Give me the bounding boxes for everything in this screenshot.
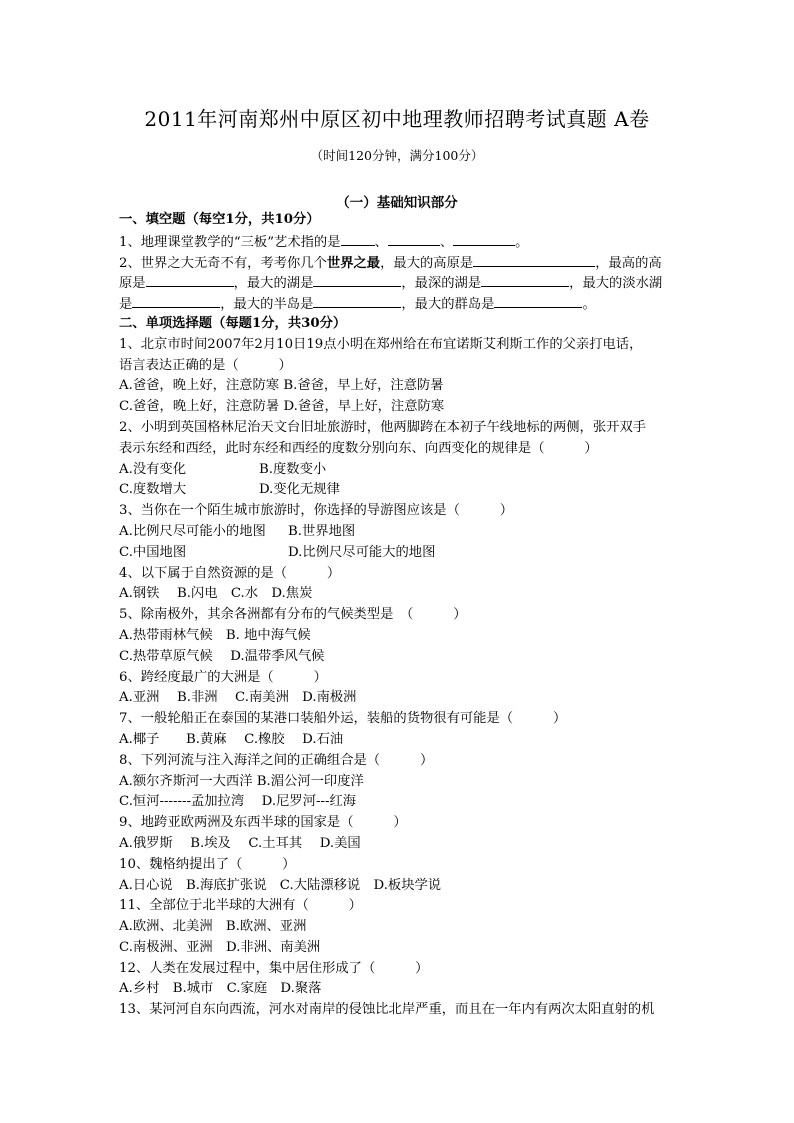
- question-1-fill: [119, 231, 679, 252]
- question-2-fill-line-3: [119, 293, 679, 314]
- question-13-stem: 13、某河河自东向西流，河水对南岸的侵蚀比北岸严重，而且在一年内有两次太阳直射的机: [119, 1002, 655, 1018]
- part2-heading: 二、单项选择题（每题1分，共30分）: [119, 315, 347, 331]
- question-5-stem: 5、除南极外，其余各洲都有分布的气候类型是 （ ）: [119, 607, 467, 623]
- question-2-fill-line-1: [119, 252, 679, 273]
- option-d[interactable]: D.爸爸，早上好，注意防寒: [283, 399, 445, 415]
- question-5-options-cd[interactable]: C.热带草原气候 D.温带季风气候: [119, 648, 325, 664]
- option-b[interactable]: B.爸爸，早上好，注意防暑: [283, 378, 444, 394]
- question-text: ，最深的湖是: [401, 276, 482, 292]
- question-text: ，最高的高: [595, 255, 662, 271]
- option-a[interactable]: A.没有变化: [119, 461, 187, 477]
- option-c[interactable]: C.中国地图: [119, 544, 187, 560]
- option-d[interactable]: D.比例尺尽可能大的地图: [288, 544, 436, 560]
- answer-blank[interactable]: [313, 272, 401, 287]
- separator: 、: [374, 234, 388, 250]
- question-12-options[interactable]: A.乡村 B.城市 C.家庭 D.聚落: [119, 981, 322, 997]
- option-a[interactable]: A.爸爸，晚上好，注意防寒: [119, 378, 280, 394]
- question-text: ，最大的半岛是: [220, 297, 314, 313]
- question-2-options-cd: [119, 480, 679, 501]
- answer-blank[interactable]: [453, 231, 515, 246]
- answer-blank[interactable]: [494, 293, 582, 308]
- question-2-stem: 2、小明到英国格林尼治天文台旧址旅游时，他两脚跨在本初子午线地标的两侧，张开双手: [119, 419, 647, 435]
- option-c[interactable]: C.度数增大: [119, 482, 187, 498]
- question-text: 是: [119, 297, 133, 313]
- question-8-options-cd[interactable]: C.恒河-------孟加拉湾 D.尼罗河---红海: [119, 794, 357, 810]
- question-4-stem: 4、以下属于自然资源的是（ ）: [119, 565, 341, 581]
- question-7-options[interactable]: A.椰子 B.黄麻 C.橡胶 D.石油: [119, 731, 344, 747]
- question-7-stem: 7、一般轮船正在泰国的某港口装船外运，装船的货物很有可能是（ ）: [119, 711, 567, 727]
- emphasis-text: 世界之最: [326, 255, 381, 271]
- separator: 、: [439, 234, 454, 250]
- question-2-options-ab: [119, 460, 679, 481]
- question-2-stem-cont: 表示东经和西经，此时东经和西经的度数分别向东、向西变化的规律是（ ）: [119, 440, 598, 456]
- answer-blank[interactable]: [132, 293, 220, 308]
- question-6-stem: 6、跨经度最广的大洲是（ ）: [119, 669, 327, 685]
- question-text: 1、地理课堂教学的“三板”艺术指的是: [119, 234, 341, 250]
- question-11-options-cd[interactable]: C.南极洲、亚洲 D.非洲、南美洲: [119, 939, 321, 955]
- option-c[interactable]: C.爸爸，晚上好，注意防暑: [119, 399, 280, 415]
- separator: 。: [515, 234, 529, 250]
- question-1-options-ab: [119, 376, 679, 397]
- question-text: ，最大的高原是: [380, 255, 474, 271]
- option-b[interactable]: B.世界地图: [288, 523, 356, 539]
- question-1-stem-cont: 语言表达正确的是（ ）: [119, 357, 292, 373]
- question-text: ，最大的淡水湖: [569, 276, 663, 292]
- question-3-options-cd: [119, 543, 679, 564]
- question-11-options-ab[interactable]: A.欧洲、北美洲 B.欧洲、亚洲: [119, 919, 307, 935]
- question-text: 。: [582, 297, 596, 313]
- question-4-options[interactable]: A.钢铁 B.闪电 C.水 D.焦炭: [119, 586, 313, 602]
- question-3-options-ab: [119, 522, 679, 543]
- part1-heading: 一、填空题（每空1分，共10分）: [119, 212, 320, 227]
- section-title: （一）基础知识部分: [336, 195, 458, 211]
- answer-blank[interactable]: [388, 231, 440, 246]
- question-6-options[interactable]: A.亚洲 B.非洲 C.南美洲 D.南极洲: [119, 690, 357, 706]
- exam-body: [119, 210, 679, 1021]
- question-text: ，最大的湖是: [233, 276, 314, 292]
- answer-blank[interactable]: [146, 272, 234, 287]
- answer-blank[interactable]: [313, 293, 401, 308]
- option-d[interactable]: D.变化无规律: [259, 482, 340, 498]
- exam-duration-note: （时间120分钟，满分100分）: [310, 148, 484, 163]
- answer-blank[interactable]: [473, 252, 595, 267]
- question-5-options-ab[interactable]: A.热带雨林气候 B. 地中海气候: [119, 627, 311, 643]
- question-1-options-cd: [119, 397, 679, 418]
- question-text: ，最大的群岛是: [401, 297, 495, 313]
- question-10-stem: 10、魏格纳提出了（ ）: [119, 856, 296, 872]
- question-12-stem: 12、人类在发展过程中，集中居住形成了（ ）: [119, 960, 429, 976]
- option-b[interactable]: B.度数变小: [259, 461, 327, 477]
- question-text: 2、世界之大无奇不有，考考你几个: [119, 255, 327, 271]
- question-10-options[interactable]: A.日心说 B.海底扩张说 C.大陆漂移说 D.板块学说: [119, 877, 442, 893]
- page-title: 2011年河南郑州中原区初中地理教师招聘考试真题 A卷: [144, 107, 650, 131]
- question-11-stem: 11、全部位于北半球的大洲有（ ）: [119, 898, 362, 914]
- option-a[interactable]: A.比例尺尽可能小的地图: [119, 523, 266, 539]
- question-1-stem: 1、北京市时间2007年2月10日19点小明在郑州给在布宜诺斯艾利斯工作的父亲打电话，: [119, 336, 643, 352]
- question-9-stem: 9、地跨亚欧两洲及东西半球的国家是（ ）: [119, 815, 407, 831]
- question-8-stem: 8、下列河流与注入海洋之间的正确组合是（ ）: [119, 752, 434, 768]
- answer-blank[interactable]: [341, 231, 375, 246]
- question-3-stem: 3、当你在一个陌生城市旅游时，你选择的导游图应该是（ ）: [119, 503, 514, 519]
- question-8-options-ab[interactable]: A.额尔齐斯河一大西洋 B.湄公河一印度洋: [119, 773, 364, 789]
- question-9-options[interactable]: A.俄罗斯 B.埃及 C.土耳其 D.美国: [119, 835, 361, 851]
- answer-blank[interactable]: [481, 272, 569, 287]
- question-text: 原是: [119, 276, 146, 292]
- question-2-fill-line-2: [119, 272, 679, 293]
